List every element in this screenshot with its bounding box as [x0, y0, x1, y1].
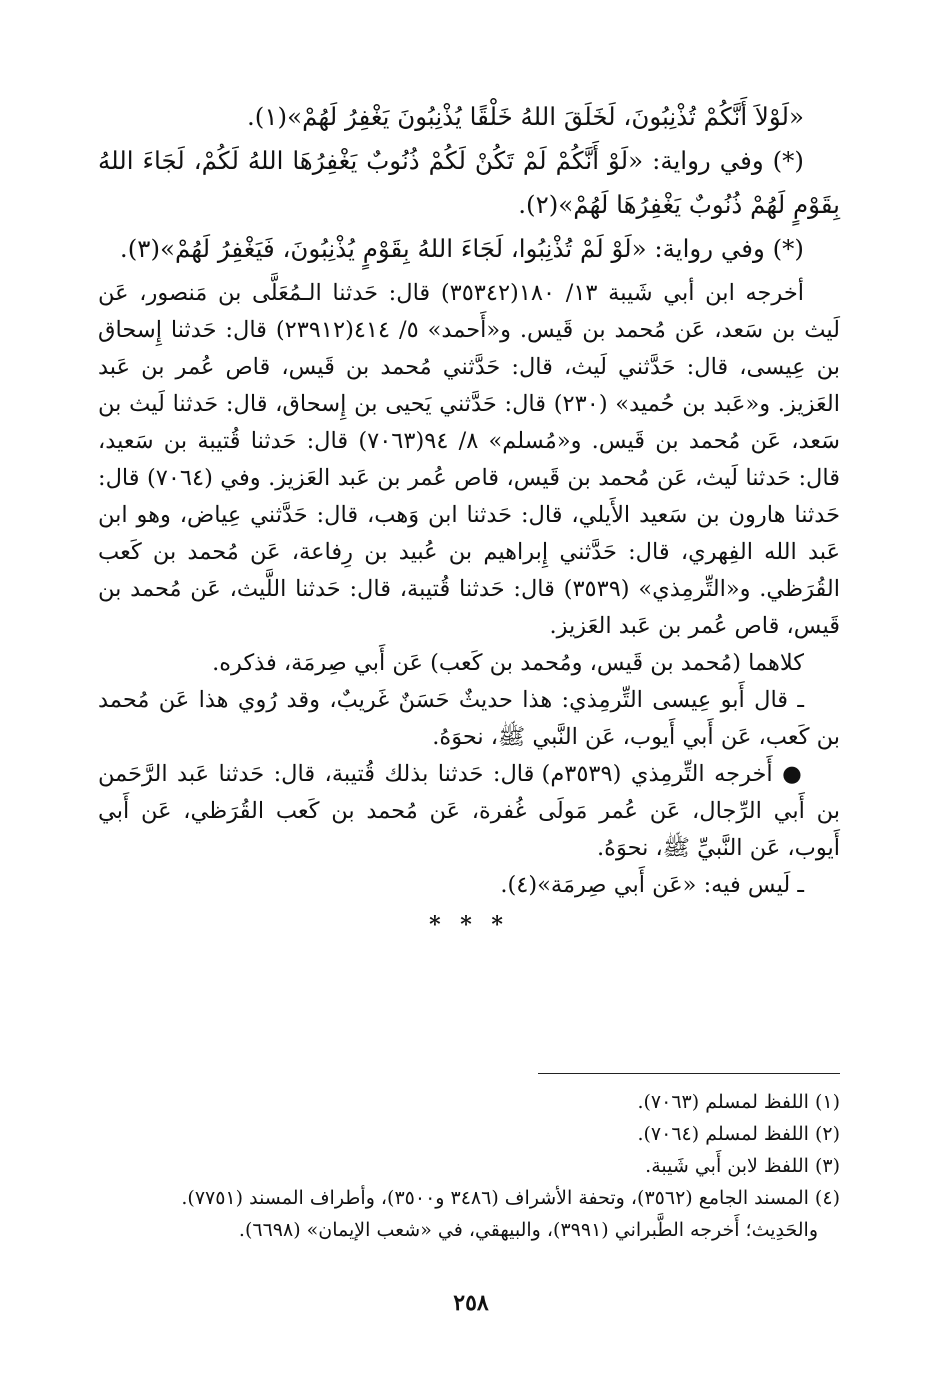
section-separator: * * * — [429, 912, 509, 938]
tirmidhi-note: ـ قال أَبو عِيسى التِّرمِذي: هذا حديثٌ حَسَنٌ غَريبٌ، وقد رُوي هذا عَن مُحمد بن كَعب، عَن أَبي أَيوب، عَن النَّبي ﷺ، نحوَهُ. — [98, 687, 840, 750]
takhrij-paragraph-1: أخرجه ابن أبي شَيبة ١٣/ ١٨٠(٣٥٣٤٢) قال: حَدثنا الـمُعَلَّى بن مَنصور، عَن لَيث بن سَعد، عَن مُحمد بن قَيس. و«أَحمد» ٥/ ٤١٤(٢٣٩١٢) قال: حَدثنا إِسحاق بن عِيسى، قال: حَدَّثني لَيث، قال: حَدَّثني مُحمد بن قَيس، قاص عُمر بن عَبد العَزيز. و«عَبد بن حُميد» (٢٣٠) قال: حَدَّثني يَحيى بن إِسحاق، قال: حَدثنا لَيث بن سَعد، عَن مُحمد بن قَيس. و«مُسلم» ٨/ ٩٤(٧٠٦٣) قال: حَدثنا قُتيبة بن سَعيد، قال: حَدثنا لَيث، عَن مُحمد بن قَيس، قاص عُمر بن عَبد العَزيز. وفي (٧٠٦٤) قال: حَدثنا هارون بن سَعيد الأَيلي، قال: حَدثنا ابن وَهب، قال: حَدَّثني عِياض، وهو ابن عَبد الله الفِهري، قال: حَدَّثني إِبراهيم بن عُبيد بن رِفاعة، عَن مُحمد بن كَعب القُرَظي. و«التِّرمِذي» (٣٥٣٩) قال: حَدثنا قُتيبة، قال: حَدثنا اللَّيث، عَن مُحمد بن قَيس، قاص عُمر بن عَبد العَزيز. — [98, 280, 841, 639]
takhrij-paragraph-2: ● أَخرجه التِّرمِذي (٣٥٣٩م) قال: حَدثنا بذلك قُتيبة، قال: حَدثنا عَبد الرَّحَمن بن أَبي الرِّجال، عَن عُمر مَولَى غُفرة، عَن مُحمد بن كَعب القُرَظي، عَن أَبي أَيوب، عَن النَّبيِّ ﷺ، نحوَهُ. — [98, 761, 840, 861]
footnote-1: (١) اللفظ لمسلم (٧٠٦٣). — [637, 1091, 840, 1113]
hadith-rewaya-2: (*) وفي رواية: «لَوْ لَمْ تُذْنِبُوا، لَجَاءَ اللهُ بِقَوْمٍ يُذْنِبُونَ، فَيَغْفِرُ لَهُمْ»(٣). — [119, 234, 804, 263]
footnotes — [98, 1086, 840, 1246]
footnote-4: (٤) المسند الجامع (٣٥٦٢)، وتحفة الأشراف (٣٤٨٦ و٣٥٠٠)، وأطراف المسند (٧٧٥١). — [181, 1187, 840, 1209]
footnote-3: (٣) اللفظ لابن أَبي شَيبة. — [645, 1155, 840, 1177]
laysa-line: ـ لَيس فيه: «عَن أَبي صِرمَة»(٤). — [500, 872, 804, 898]
kilahuma-line: كلاهما (مُحمد بن قَيس، ومُحمد بن كَعب) عَن أَبي صِرمَة، فذكره. — [212, 650, 804, 676]
main-text — [98, 95, 840, 938]
footnote-2: (٢) اللفظ لمسلم (٧٠٦٤). — [637, 1123, 840, 1145]
hadith-rewaya-1: (*) وفي رواية: «لَوْ أَنَّكُمْ لَمْ تَكُنْ لَكُمْ ذُنُوبٌ يَغْفِرُهَا اللهُ لَكُمْ، لَجَاءَ اللهُ بِقَوْمٍ لَهُمْ ذُنُوبٌ يَغْفِرُهَا لَهُمْ»(٢). — [98, 146, 840, 219]
footnote-rule — [538, 1073, 840, 1074]
hadith-main: «لَوْلاَ أَنَّكُمْ تُذْنِبُونَ، لَخَلَقَ اللهُ خَلْقًا يُذْنِبُونَ يَغْفِرُ لَهُمْ»(١). — [247, 102, 804, 131]
footnote-4-continuation: والحَدِيث؛ أَخرجه الطَّبراني (٣٩٩١)، والبيهقي، في «شعب الإيمان» (٦٦٩٨). — [238, 1219, 818, 1241]
page-number: ٢٥٨ — [453, 1290, 489, 1316]
